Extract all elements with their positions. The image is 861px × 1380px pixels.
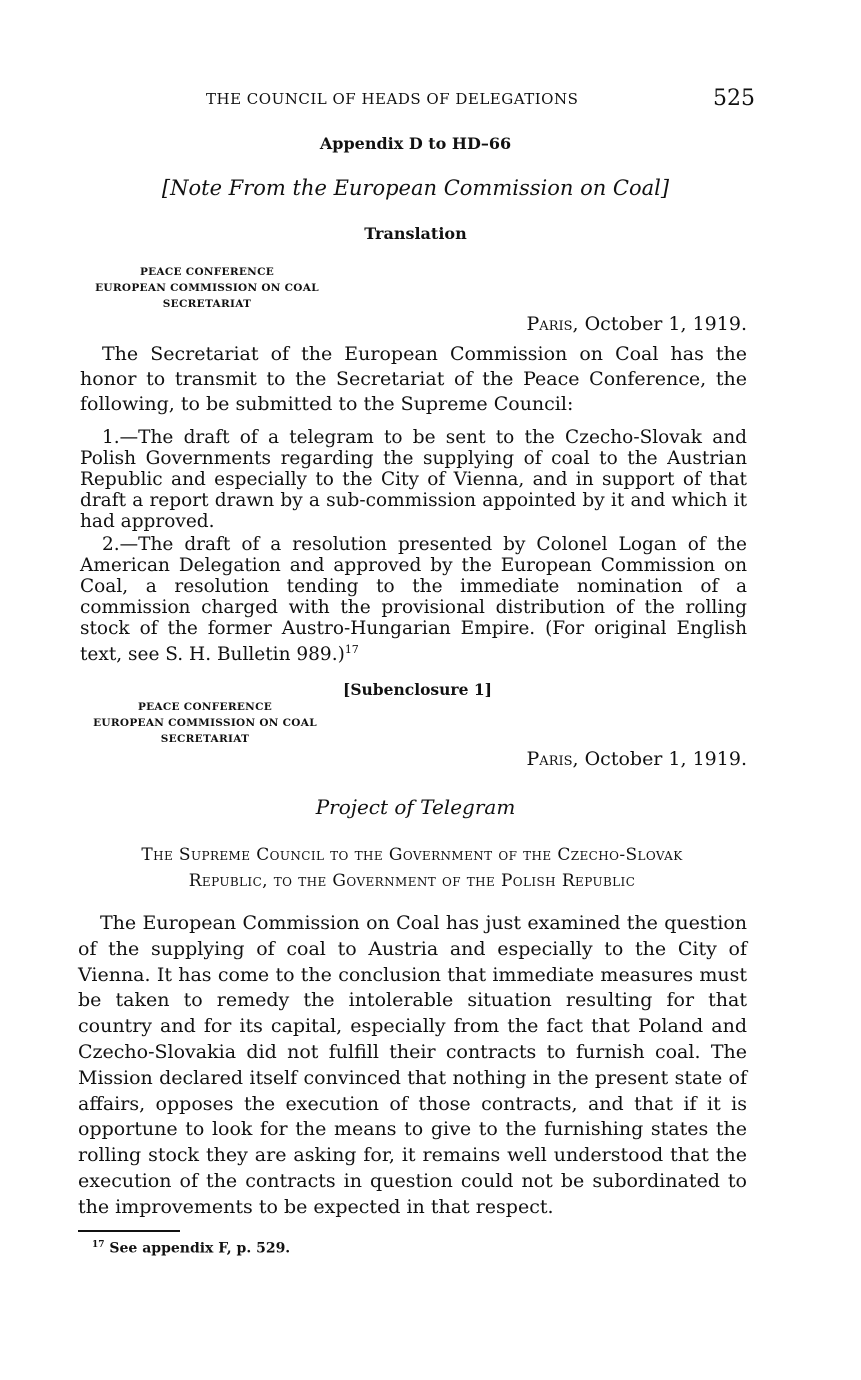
address-heading-line: Republic, to the Government of the Polish Republic	[188, 871, 636, 891]
dateline-place: Paris,	[526, 748, 579, 770]
telegram-title: Project of Telegram	[315, 795, 516, 819]
dateline-1	[420, 313, 747, 335]
intro-paragraph: The Secretariat of the European Commission on Coal has the honor to transmit to the Secretariat of the Peace Conference, the following, to be submitted to the Supreme Council:	[80, 343, 747, 415]
appendix-title: Appendix D to HD–66	[319, 134, 512, 153]
org-block-2	[70, 699, 340, 747]
list-item-2	[80, 534, 747, 665]
dateline-2	[420, 748, 747, 770]
org-line: SECRETARIAT	[162, 298, 252, 310]
list-item-2-text: 2.—The draft of a resolution presented by Colonel Logan of the American Delegation and approved by the European Commission on Coal, a resolution tending to the immediate nomination of a commission charged with the provisional distribution of the rolling stock of the former Austro-Hungarian Empire. (For original English text, see S. H. Bulletin 989.)	[80, 534, 747, 666]
org-line: EUROPEAN COMMISSION ON COAL	[95, 282, 319, 294]
body-paragraph: The European Commission on Coal has just examined the question of the supplying of coal to Austria and especially to the City of Vienna. It has come to the conclusion that immediate measures must be taken to remedy the intolerable situation resulting for that country and for its capital, especially from the fact that Poland and Czecho-Slovakia did not fulfill their contracts to furnish coal. The Mission declared itself convinced that nothing in the present state of affairs, opposes the execution of those contracts, and that if it is opportune to look for the means to give to the furnishing states the rolling stock they are asking for, it remains well understood that the execution of the contracts in question could not be subordinated to the improvements to be expected in that respect.	[78, 912, 747, 1218]
org-block-1	[72, 264, 342, 312]
address-heading-line: The Supreme Council to the Government of the Czecho-Slovak	[141, 845, 683, 865]
page-number: 525	[713, 86, 755, 111]
list-item-1: 1.—The draft of a telegram to be sent to the Czecho-Slovak and Polish Governments regarding the supplying of coal to the Austrian Republic and especially to the City of Vienna, and in support of that draft a report drawn by a sub-commission appointed by it and which it had approved.	[80, 427, 747, 532]
org-line: PEACE CONFERENCE	[139, 266, 275, 278]
note-title: [Note From the European Commission on Coal]	[161, 176, 670, 200]
footnote-rule	[78, 1230, 180, 1232]
org-line: EUROPEAN COMMISSION ON COAL	[93, 717, 317, 729]
footnote	[92, 1240, 290, 1257]
footnote-ref: 17	[344, 643, 359, 656]
footnote-number: 17	[92, 1240, 105, 1250]
org-line: PEACE CONFERENCE	[137, 701, 273, 713]
running-head: THE COUNCIL OF HEADS OF DELEGATIONS	[206, 90, 579, 108]
dateline-date: October 1, 1919.	[584, 313, 747, 335]
translation-label: Translation	[364, 224, 467, 243]
dateline-date: October 1, 1919.	[584, 748, 747, 770]
subenclosure-label: [Subenclosure 1]	[343, 680, 492, 699]
footnote-text: See appendix F, p. 529.	[109, 1240, 291, 1257]
address-heading	[78, 842, 746, 894]
dateline-place: Paris,	[526, 313, 579, 335]
org-line: SECRETARIAT	[160, 733, 250, 745]
